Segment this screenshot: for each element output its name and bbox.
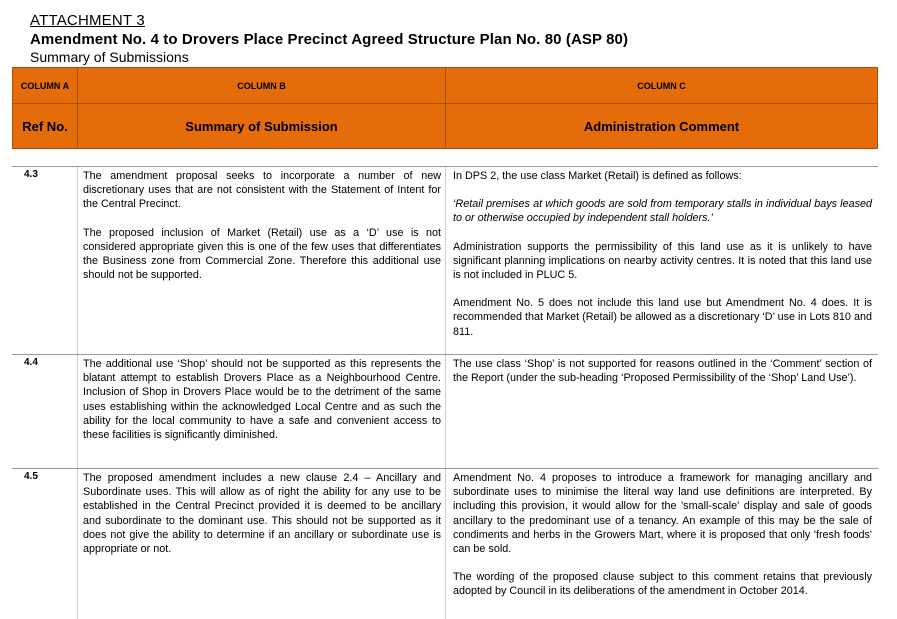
ref-number: 4.4 [24, 357, 38, 368]
comment-paragraph: The wording of the proposed clause subject to this comment retains that previously adopted by Council in its deliberations of the amendment in October 2014. [453, 571, 872, 598]
column-c-title: Administration Comment [583, 118, 740, 134]
submission-summary [83, 169, 441, 282]
ref-number: 4.5 [24, 471, 38, 482]
column-b-header [78, 68, 446, 148]
document-subtitle: Summary of Submissions [30, 49, 189, 65]
table-row [12, 354, 878, 468]
column-divider [445, 469, 446, 619]
table-row [12, 468, 878, 619]
column-a-header [13, 68, 78, 148]
administration-comment [453, 471, 872, 599]
submissions-table-body [12, 166, 878, 619]
table-header [12, 67, 878, 149]
summary-paragraph: The proposed inclusion of Market (Retail) use as a ‘D’ use is not considered appropriate given this is one of the few uses that differentiates the Business zone from Commercial Zone. Therefore this additional use should not be supported. [83, 226, 441, 282]
summary-paragraph: The amendment proposal seeks to incorporate a number of new discretionary uses that are not consistent with the Statement of Intent for the Central Precinct. [83, 170, 441, 211]
administration-comment [453, 357, 872, 385]
column-a-letter: COLUMN A [20, 80, 70, 91]
table-row [12, 166, 878, 354]
comment-paragraph: In DPS 2, the use class Market (Retail) is defined as follows: [453, 170, 742, 182]
summary-paragraph: The additional use ‘Shop’ should not be supported as this represents the blatant attempt to establish Drovers Place as a Neighbourhood Centre. Inclusion of Shop in Drovers Place would be to the detriment of the same uses establishing within the acknowledged Local Centre and as such the ability for the local community to have a safe and convenient access to these facilities is significantly diminished. [83, 358, 441, 442]
ref-number: 4.3 [24, 169, 38, 180]
submission-summary [83, 357, 441, 442]
column-divider [77, 167, 78, 354]
comment-paragraph: Amendment No. 5 does not include this land use but Amendment No. 4 does. It is recommended that Market (Retail) be allowed as a discretionary ‘D’ use in Lots 810 and 811. [453, 297, 872, 338]
column-divider [77, 469, 78, 619]
submission-summary [83, 471, 441, 556]
document-title: Amendment No. 4 to Drovers Place Precinct Agreed Structure Plan No. 80 (ASP 80) [30, 31, 629, 48]
column-divider [445, 355, 446, 468]
column-a-title: Ref No. [22, 118, 68, 134]
comment-paragraph: The use class ‘Shop’ is not supported for reasons outlined in the ‘Comment’ section of the Report (under the sub-heading ‘Proposed Permissibility of the ‘Shop’ Land Use’). [453, 358, 872, 385]
column-b-letter: COLUMN B [237, 80, 286, 91]
column-c-letter: COLUMN C [637, 80, 686, 91]
column-b-title: Summary of Submission [185, 118, 338, 134]
comment-paragraph: ‘Retail premises at which goods are sold from temporary stalls in individual bays leased to or otherwise occupied by independent stall holders.’ [453, 198, 872, 225]
comment-paragraph: Administration supports the permissibility of this land use as it is unlikely to have significant planning implications on nearby activity centres. It is noted that this land use is not included in PLUC 5. [453, 240, 872, 282]
summary-paragraph: The proposed amendment includes a new clause 2.4 – Ancillary and Subordinate uses. This will allow as of right the ability for any use to be established in the Central Precinct provided it is deemed to be ancillary and subordinate to the dominant use. This should not be supported as it does not give the ability to determine if an ancillary or subordinate use is appropriate or not. [83, 472, 441, 556]
column-divider [77, 355, 78, 468]
column-divider [445, 167, 446, 354]
attachment-label: ATTACHMENT 3 [30, 12, 145, 29]
administration-comment [453, 169, 872, 339]
column-c-header [446, 68, 877, 148]
comment-paragraph: Amendment No. 4 proposes to introduce a framework for managing ancillary and subordinate uses to minimise the literal way land use definitions are interpreted. By including this provision, it would allow for the 'small-scale' display and sale of goods ancillary to the predominant use of a tenancy. An example of this may be the sale of condiments and herbs in the Growers Mart, where it is proposed that only 'fresh foods' can be sold. [453, 472, 872, 556]
